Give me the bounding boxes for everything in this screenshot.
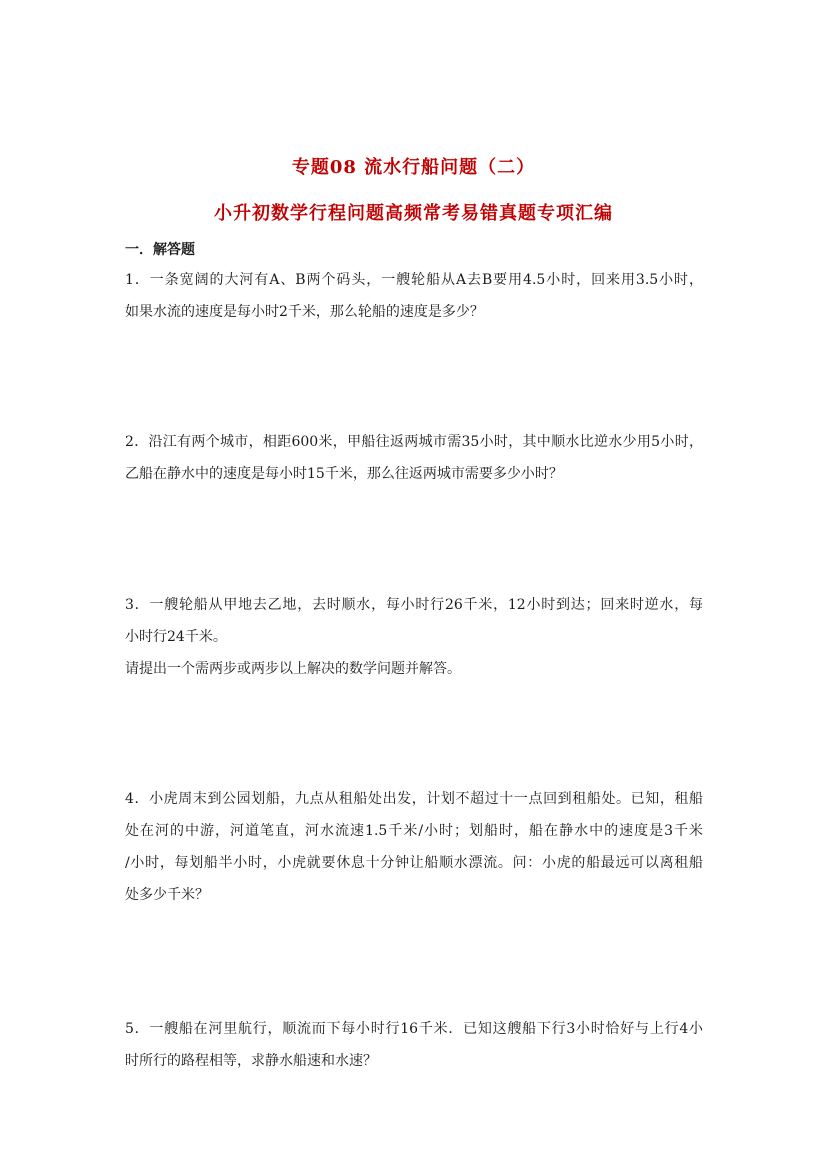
question-5-line-1: 5．一艘船在河里航行，顺流而下每小时行16千米．已知这艘船下行3小时恰好与上行4小 <box>125 1021 703 1037</box>
question-5-line-2: 时所行的路程相等，求静水船速和水速？ <box>125 1053 377 1069</box>
question-3-line-3: 请提出一个需两步或两步以上解决的数学问题并解答。 <box>125 661 461 677</box>
document-title: 专题08 流水行船问题（二） <box>291 157 536 178</box>
question-3 <box>125 589 703 685</box>
question-4-line-1: 4．小虎周末到公园划船，九点从租船处出发，计划不超过十一点回到租船处。已知，租船 <box>125 791 703 807</box>
section-heading: 一．解答题 <box>125 242 195 258</box>
question-1-line-2: 如果水流的速度是每小时2千米，那么轮船的速度是多少？ <box>125 304 484 320</box>
question-4-line-3: /小时，每划船半小时，小虎就要休息十分钟让船顺水漂流。问：小虎的船最远可以离租船 <box>125 855 703 871</box>
document-subtitle: 小升初数学行程问题高频常考易错真题专项汇编 <box>214 203 613 224</box>
question-2 <box>125 426 703 490</box>
question-1-line-1: 1．一条宽阔的大河有A、B两个码头，一艘轮船从A去B要用4.5小时，回来用3.5小时， <box>125 272 703 288</box>
question-4-line-2: 处在河的中游，河道笔直，河水流速1.5千米/小时；划船时，船在静水中的速度是3千米 <box>125 823 703 839</box>
question-2-line-1: 2．沿江有两个城市，相距600米，甲船往返两城市需35小时，其中顺水比逆水少用5小时， <box>125 434 703 450</box>
question-3-line-1: 3．一艘轮船从甲地去乙地，去时顺水，每小时行26千米，12小时到达；回来时逆水，每 <box>125 597 703 613</box>
question-5 <box>125 1013 703 1077</box>
question-4-line-4: 处多少千米？ <box>125 887 209 903</box>
question-2-line-2: 乙船在静水中的速度是每小时15千米，那么往返两城市需要多少小时？ <box>125 466 563 482</box>
question-4 <box>125 783 703 911</box>
question-1 <box>125 264 703 328</box>
question-3-line-2: 小时行24千米。 <box>125 629 227 645</box>
